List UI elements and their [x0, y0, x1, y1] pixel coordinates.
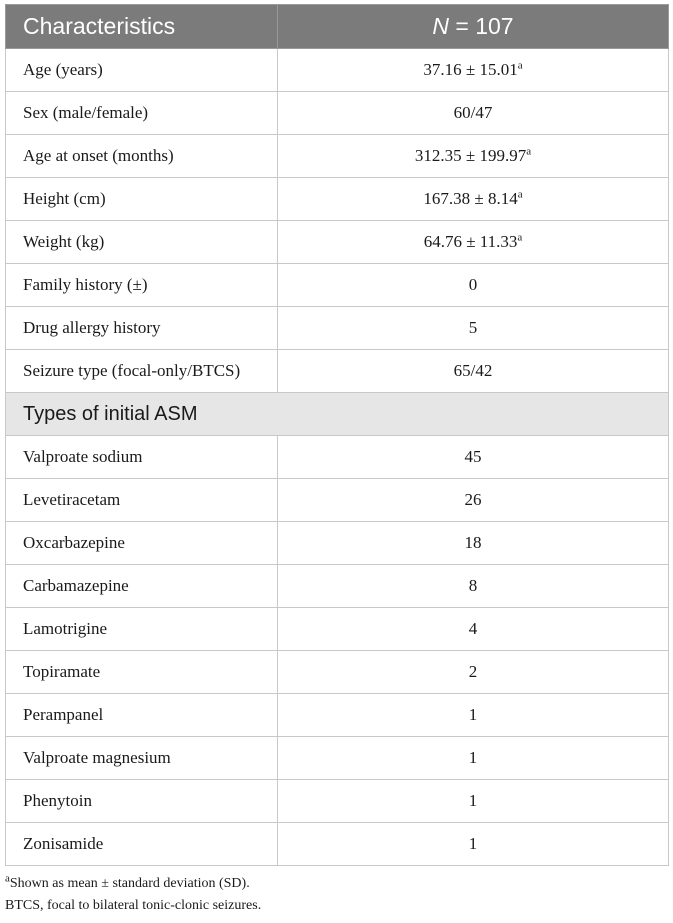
row-label: Topiramate	[6, 651, 278, 694]
row-label: Weight (kg)	[6, 221, 278, 264]
row-label: Drug allergy history	[6, 307, 278, 350]
row-value-text: 1	[468, 791, 478, 810]
row-value-text: 37.16 ± 15.01	[423, 60, 518, 79]
row-value	[278, 522, 669, 565]
row-value	[278, 49, 669, 92]
footnote-a	[5, 873, 665, 895]
row-label: Phenytoin	[6, 780, 278, 823]
table-row	[6, 565, 669, 608]
row-value-text: 4	[468, 619, 478, 638]
header-n-value: = 107	[449, 13, 514, 39]
row-value-text: 8	[468, 576, 478, 595]
row-value	[278, 221, 669, 264]
table-row	[6, 608, 669, 651]
table-row	[6, 49, 669, 92]
footnote-marker: a	[517, 59, 523, 72]
row-value	[278, 264, 669, 307]
table-row	[6, 92, 669, 135]
row-value-text: 167.38 ± 8.14	[423, 189, 518, 208]
row-value-text: 2	[468, 662, 478, 681]
table-row	[6, 350, 669, 393]
footnote-marker: a	[517, 188, 523, 201]
row-label: Age at onset (months)	[6, 135, 278, 178]
row-value-text: 1	[468, 705, 478, 724]
characteristics-table	[5, 4, 669, 866]
demographics-body	[6, 49, 669, 393]
table-row	[6, 780, 669, 823]
row-value-text: 45	[464, 447, 482, 466]
row-value	[278, 737, 669, 780]
row-value	[278, 651, 669, 694]
row-value	[278, 780, 669, 823]
row-label: Sex (male/female)	[6, 92, 278, 135]
row-value	[278, 694, 669, 737]
row-value-text: 26	[464, 490, 482, 509]
row-label: Valproate magnesium	[6, 737, 278, 780]
table-row	[6, 221, 669, 264]
table-row	[6, 436, 669, 479]
table-row	[6, 264, 669, 307]
footnote-a-marker: a	[5, 872, 10, 885]
row-label: Perampanel	[6, 694, 278, 737]
row-label: Zonisamide	[6, 823, 278, 866]
row-value	[278, 350, 669, 393]
row-value	[278, 823, 669, 866]
table-row	[6, 823, 669, 866]
row-label: Valproate sodium	[6, 436, 278, 479]
row-value-text: 312.35 ± 199.97	[414, 146, 527, 165]
row-value-text: 60/47	[453, 103, 493, 122]
section-row	[6, 393, 669, 436]
row-label: Family history (±)	[6, 264, 278, 307]
row-label: Seizure type (focal-only/BTCS)	[6, 350, 278, 393]
row-value	[278, 178, 669, 221]
row-label: Age (years)	[6, 49, 278, 92]
row-label: Levetiracetam	[6, 479, 278, 522]
footnotes	[5, 873, 665, 917]
row-value	[278, 565, 669, 608]
footnote-marker: a	[517, 231, 523, 244]
row-value	[278, 92, 669, 135]
footnote-btcs: BTCS, focal to bilateral tonic-clonic seizures.	[5, 898, 262, 913]
row-value	[278, 135, 669, 178]
row-value	[278, 479, 669, 522]
table-row	[6, 522, 669, 565]
row-value-text: 18	[464, 533, 482, 552]
header-sample-size	[278, 5, 669, 49]
row-value	[278, 608, 669, 651]
row-value	[278, 436, 669, 479]
row-value	[278, 307, 669, 350]
footnote-marker: a	[526, 145, 532, 158]
section-title: Types of initial ASM	[6, 393, 669, 436]
table-row	[6, 178, 669, 221]
table-row	[6, 307, 669, 350]
table-row	[6, 479, 669, 522]
row-value-text: 65/42	[453, 361, 493, 380]
row-value-text: 1	[468, 834, 478, 853]
row-value-text: 0	[468, 275, 478, 294]
row-value-text: 1	[468, 748, 478, 767]
row-label: Height (cm)	[6, 178, 278, 221]
header-characteristics: Characteristics	[6, 5, 278, 49]
row-label: Lamotrigine	[6, 608, 278, 651]
footnote-a-text: Shown as mean ± standard deviation (SD).	[9, 876, 250, 891]
header-n-symbol: N	[432, 13, 450, 39]
row-value-text: 64.76 ± 11.33	[423, 232, 518, 251]
row-value-text: 5	[468, 318, 478, 337]
asm-body	[6, 436, 669, 866]
row-label: Oxcarbazepine	[6, 522, 278, 565]
table-row	[6, 651, 669, 694]
table-row	[6, 135, 669, 178]
table-header-row	[6, 5, 669, 49]
table-row	[6, 694, 669, 737]
row-label: Carbamazepine	[6, 565, 278, 608]
table-row	[6, 737, 669, 780]
